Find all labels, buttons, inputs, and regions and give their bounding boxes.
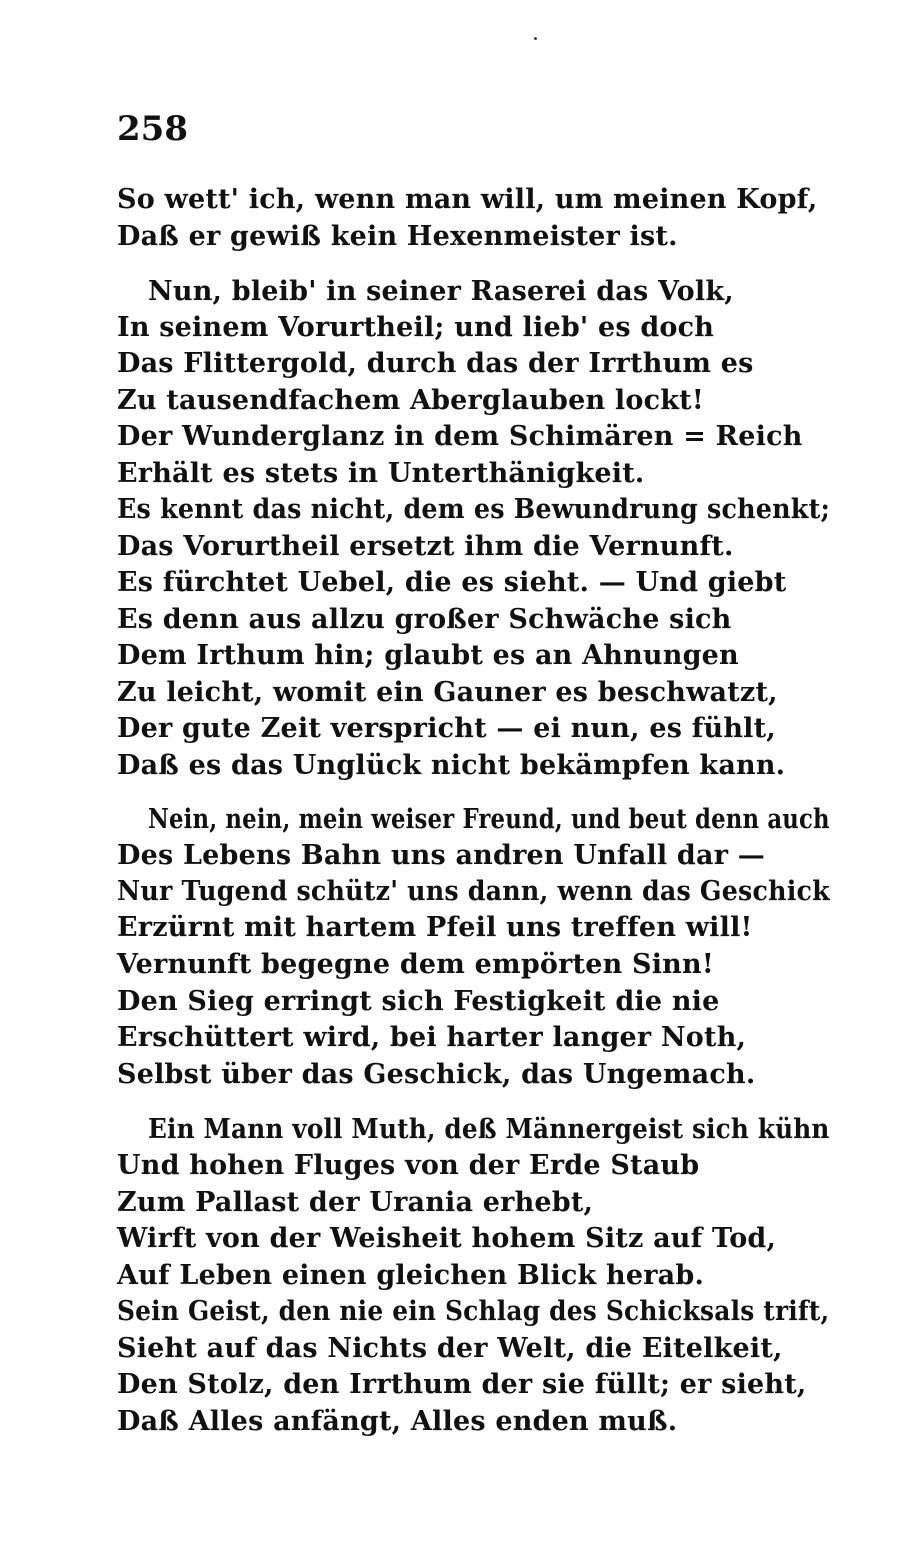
verse-line: Und hohen Fluges von der Erde Staub: [117, 1150, 700, 1181]
verse-line: Es fürchtet Uebel, die es sieht. — Und giebt: [117, 567, 787, 598]
verse-line: Daß es das Unglück nicht bekämpfen kann.: [117, 750, 786, 781]
verse-line: Nein, nein, mein weiser Freund, und beut denn auch: [148, 804, 830, 835]
paper-speck: [534, 37, 537, 40]
verse-line: Zu leicht, womit ein Gauner es beschwatzt,: [117, 677, 778, 708]
verse-line: Den Stolz, den Irrthum der sie füllt; er sieht,: [117, 1369, 807, 1400]
verse-line: So wett' ich, wenn man will, um meinen Kopf,: [117, 184, 818, 215]
verse-line: Es denn aus allzu großer Schwäche sich: [117, 604, 732, 635]
verse-line: Zum Pallast der Urania erhebt,: [117, 1187, 594, 1218]
verse-line: Nur Tugend schütz' uns dann, wenn das Geschick: [117, 876, 830, 907]
verse-line: Nun, bleib' in seiner Raserei das Volk,: [148, 276, 734, 307]
verse-line: Erzürnt mit hartem Pfeil uns treffen will!: [117, 912, 753, 943]
verse-line: Das Vorurtheil ersetzt ihm die Vernunft.: [117, 531, 734, 562]
verse-line: Der Wunderglanz in dem Schimären = Reich: [117, 421, 803, 452]
verse-line: Daß er gewiß kein Hexenmeister ist.: [117, 221, 678, 252]
verse-line: Vernunft begegne dem empörten Sinn!: [117, 949, 714, 980]
verse-line: Ein Mann voll Muth, deß Männergeist sich kühn: [148, 1114, 830, 1145]
verse-line: In seinem Vorurtheil; und lieb' es doch: [117, 312, 715, 343]
verse-line: Dem Irthum hin; glaubt es an Ahnungen: [117, 640, 739, 671]
verse-line: Sieht auf das Nichts der Welt, die Eitelkeit,: [117, 1333, 783, 1364]
verse-line: Daß Alles anfängt, Alles enden muß.: [117, 1406, 678, 1437]
verse-line: Sein Geist, den nie ein Schlag des Schicksals trift,: [117, 1296, 830, 1327]
verse-line: Das Flittergold, durch das der Irrthum es: [117, 348, 754, 379]
verse-line: Es kennt das nicht, dem es Bewundrung schenkt;: [117, 494, 831, 525]
verse-line: Des Lebens Bahn uns andren Unfall dar —: [117, 840, 765, 871]
verse-line: Erschüttert wird, bei harter langer Noth,: [117, 1022, 747, 1053]
verse-line: Den Sieg erringt sich Festigkeit die nie: [117, 986, 720, 1017]
verse-line: Selbst über das Geschick, das Ungemach.: [117, 1059, 756, 1090]
verse-line: Wirft von der Weisheit hohem Sitz auf Tod,: [117, 1223, 777, 1254]
verse-line: Der gute Zeit verspricht — ei nun, es fühlt,: [117, 713, 776, 744]
verse-line: Zu tausendfachem Aberglauben lockt!: [117, 385, 704, 416]
page-number: 258: [117, 109, 188, 149]
verse-line: Erhält es stets in Unterthänigkeit.: [117, 458, 645, 489]
verse-line: Auf Leben einen gleichen Blick herab.: [117, 1260, 705, 1291]
